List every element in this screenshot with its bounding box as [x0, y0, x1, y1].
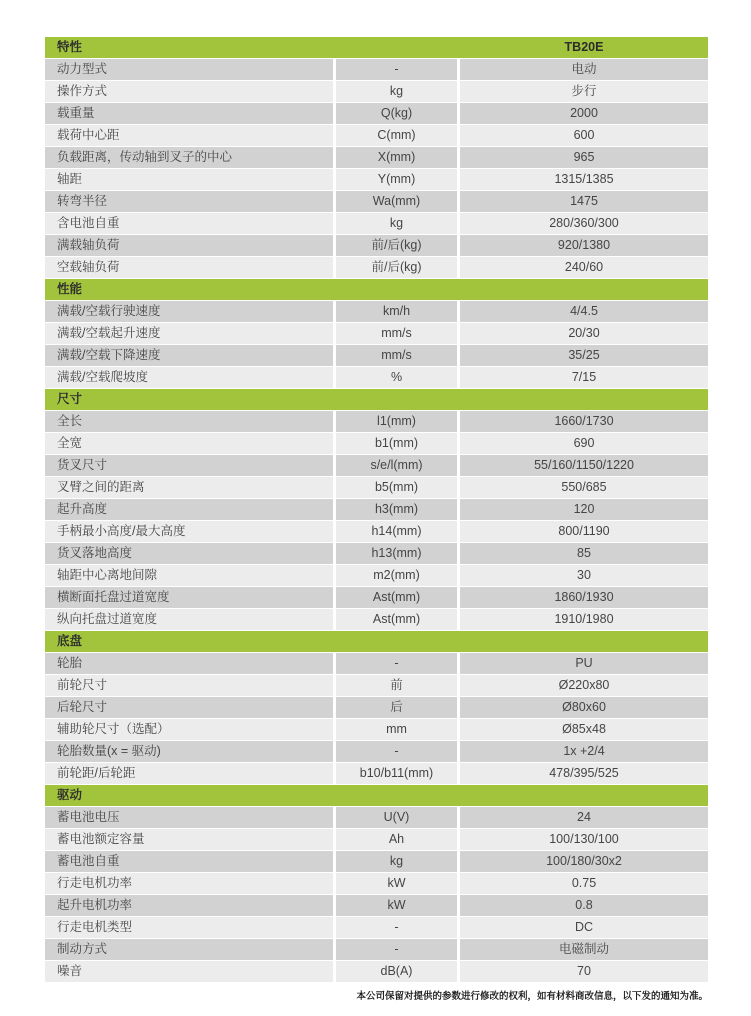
spec-unit-cell: X(mm)	[336, 147, 457, 168]
spec-value-cell: 240/60	[460, 257, 708, 278]
spec-label-cell: 载重量	[45, 103, 333, 124]
spec-value-cell: 35/25	[460, 345, 708, 366]
spec-label-cell: 蓄电池电压	[45, 807, 333, 828]
spec-unit-cell: mm	[336, 719, 457, 740]
spec-value-cell: 24	[460, 807, 708, 828]
spec-value-cell: 1475	[460, 191, 708, 212]
spec-value-cell: 0.8	[460, 895, 708, 916]
spec-value-cell: PU	[460, 653, 708, 674]
spec-label-cell: 蓄电池额定容量	[45, 829, 333, 850]
spec-label-cell: 制动方式	[45, 939, 333, 960]
spec-unit-cell: -	[336, 939, 457, 960]
table-row	[45, 213, 708, 234]
spec-value-cell: 0.75	[460, 873, 708, 894]
table-row	[45, 169, 708, 190]
spec-value-cell: 4/4.5	[460, 301, 708, 322]
spec-value-cell: 600	[460, 125, 708, 146]
spec-unit-cell: s/e/l(mm)	[336, 455, 457, 476]
spec-label-cell: 转弯半径	[45, 191, 333, 212]
table-row	[45, 741, 708, 762]
spec-label-cell: 轮胎数量(x = 驱动)	[45, 741, 333, 762]
table-row	[45, 191, 708, 212]
spec-value-cell: Ø80x60	[460, 697, 708, 718]
header-feature-label: 特性	[57, 40, 83, 54]
spec-label-cell: 空载轴负荷	[45, 257, 333, 278]
spec-value-cell: 965	[460, 147, 708, 168]
spec-unit-cell: -	[336, 741, 457, 762]
spec-label-cell: 负载距离，传动轴到叉子的中心	[45, 147, 333, 168]
spec-value-cell: 120	[460, 499, 708, 520]
spec-label-cell: 起升电机功率	[45, 895, 333, 916]
spec-unit-cell: h3(mm)	[336, 499, 457, 520]
spec-value-cell: 1660/1730	[460, 411, 708, 432]
spec-label-cell: 全长	[45, 411, 333, 432]
spec-value-cell: Ø220x80	[460, 675, 708, 696]
spec-value-cell: 70	[460, 961, 708, 982]
section-header: 尺寸	[45, 389, 708, 410]
spec-label-cell: 叉臂之间的距离	[45, 477, 333, 498]
spec-unit-cell: h13(mm)	[336, 543, 457, 564]
table-row	[45, 367, 708, 388]
spec-value-cell: 30	[460, 565, 708, 586]
spec-unit-cell: kg	[336, 213, 457, 234]
table-row	[45, 455, 708, 476]
spec-unit-cell: b1(mm)	[336, 433, 457, 454]
spec-label-cell: 噪音	[45, 961, 333, 982]
spec-value-cell: DC	[460, 917, 708, 938]
spec-label-cell: 满载/空载行驶速度	[45, 301, 333, 322]
spec-value-cell: 85	[460, 543, 708, 564]
table-row	[45, 653, 708, 674]
spec-label-cell: 前轮距/后轮距	[45, 763, 333, 784]
spec-unit-cell: kg	[336, 851, 457, 872]
table-row	[45, 521, 708, 542]
table-row	[45, 411, 708, 432]
table-row	[45, 81, 708, 102]
table-row	[45, 103, 708, 124]
table-row	[45, 851, 708, 872]
spec-unit-cell: -	[336, 653, 457, 674]
spec-value-cell: 100/130/100	[460, 829, 708, 850]
spec-unit-cell: -	[336, 59, 457, 80]
table-row	[45, 565, 708, 586]
section-header: 性能	[45, 279, 708, 300]
table-row	[45, 499, 708, 520]
spec-label-cell: 手柄最小高度/最大高度	[45, 521, 333, 542]
spec-unit-cell: Wa(mm)	[336, 191, 457, 212]
table-body	[45, 59, 708, 982]
spec-value-cell: 2000	[460, 103, 708, 124]
spec-unit-cell: Ah	[336, 829, 457, 850]
spec-label-cell: 货叉落地高度	[45, 543, 333, 564]
spec-value-cell: 步行	[460, 81, 708, 102]
table-row	[45, 301, 708, 322]
spec-unit-cell: U(V)	[336, 807, 457, 828]
table-row	[45, 939, 708, 960]
spec-value-cell: 电动	[460, 59, 708, 80]
table-row	[45, 147, 708, 168]
table-row	[45, 675, 708, 696]
table-header-row	[45, 37, 708, 58]
table-row	[45, 873, 708, 894]
spec-unit-cell: 前/后(kg)	[336, 235, 457, 256]
spec-unit-cell: 后	[336, 697, 457, 718]
table-row	[45, 477, 708, 498]
spec-label-cell: 轴距中心离地间隙	[45, 565, 333, 586]
spec-value-cell: 20/30	[460, 323, 708, 344]
spec-unit-cell: m2(mm)	[336, 565, 457, 586]
spec-value-cell: 280/360/300	[460, 213, 708, 234]
section-header: 驱动	[45, 785, 708, 806]
spec-label-cell: 载荷中心距	[45, 125, 333, 146]
spec-value-cell: 1860/1930	[460, 587, 708, 608]
table-row	[45, 323, 708, 344]
spec-unit-cell: 前/后(kg)	[336, 257, 457, 278]
table-row	[45, 697, 708, 718]
spec-label-cell: 纵向托盘过道宽度	[45, 609, 333, 630]
header-model-label: TB20E	[564, 40, 604, 54]
spec-value-cell: 550/685	[460, 477, 708, 498]
spec-unit-cell: kW	[336, 895, 457, 916]
spec-label-cell: 轴距	[45, 169, 333, 190]
spec-unit-cell: dB(A)	[336, 961, 457, 982]
spec-label-cell: 满载轴负荷	[45, 235, 333, 256]
table-row	[45, 587, 708, 608]
spec-unit-cell: Q(kg)	[336, 103, 457, 124]
spec-value-cell: 7/15	[460, 367, 708, 388]
spec-label-cell: 前轮尺寸	[45, 675, 333, 696]
spec-label-cell: 满载/空载下降速度	[45, 345, 333, 366]
spec-value-cell: 920/1380	[460, 235, 708, 256]
spec-value-cell: Ø85x48	[460, 719, 708, 740]
table-row	[45, 433, 708, 454]
spec-label-cell: 操作方式	[45, 81, 333, 102]
spec-unit-cell: h14(mm)	[336, 521, 457, 542]
table-row	[45, 609, 708, 630]
table-row	[45, 807, 708, 828]
table-row	[45, 345, 708, 366]
spec-label-cell: 含电池自重	[45, 213, 333, 234]
spec-value-cell: 478/395/525	[460, 763, 708, 784]
spec-unit-cell: b10/b11(mm)	[336, 763, 457, 784]
spec-value-cell: 1x +2/4	[460, 741, 708, 762]
spec-value-cell: 100/180/30x2	[460, 851, 708, 872]
spec-label-cell: 蓄电池自重	[45, 851, 333, 872]
table-row	[45, 917, 708, 938]
spec-label-cell: 动力型式	[45, 59, 333, 80]
spec-label-cell: 轮胎	[45, 653, 333, 674]
spec-label-cell: 后轮尺寸	[45, 697, 333, 718]
table-row	[45, 719, 708, 740]
spec-unit-cell: kg	[336, 81, 457, 102]
spec-label-cell: 全宽	[45, 433, 333, 454]
spec-value-cell: 690	[460, 433, 708, 454]
spec-unit-cell: b5(mm)	[336, 477, 457, 498]
spec-table	[45, 37, 708, 983]
spec-value-cell: 1910/1980	[460, 609, 708, 630]
spec-label-cell: 辅助轮尺寸（选配）	[45, 719, 333, 740]
header-unit-cell	[336, 37, 457, 58]
spec-unit-cell: l1(mm)	[336, 411, 457, 432]
spec-unit-cell: Ast(mm)	[336, 609, 457, 630]
spec-value-cell: 电磁制动	[460, 939, 708, 960]
table-row	[45, 543, 708, 564]
spec-unit-cell: %	[336, 367, 457, 388]
spec-unit-cell: -	[336, 917, 457, 938]
table-row	[45, 125, 708, 146]
table-row	[45, 961, 708, 982]
section-header: 底盘	[45, 631, 708, 652]
table-row	[45, 59, 708, 80]
spec-unit-cell: mm/s	[336, 345, 457, 366]
spec-value-cell: 800/1190	[460, 521, 708, 542]
table-row	[45, 257, 708, 278]
spec-unit-cell: 前	[336, 675, 457, 696]
spec-unit-cell: Y(mm)	[336, 169, 457, 190]
spec-label-cell: 行走电机类型	[45, 917, 333, 938]
spec-label-cell: 起升高度	[45, 499, 333, 520]
spec-unit-cell: Ast(mm)	[336, 587, 457, 608]
spec-unit-cell: kW	[336, 873, 457, 894]
spec-unit-cell: C(mm)	[336, 125, 457, 146]
table-row	[45, 829, 708, 850]
table-row	[45, 235, 708, 256]
spec-label-cell: 满载/空载起升速度	[45, 323, 333, 344]
spec-unit-cell: km/h	[336, 301, 457, 322]
table-row	[45, 895, 708, 916]
spec-value-cell: 1315/1385	[460, 169, 708, 190]
spec-label-cell: 满载/空载爬坡度	[45, 367, 333, 388]
spec-unit-cell: mm/s	[336, 323, 457, 344]
table-row	[45, 763, 708, 784]
spec-label-cell: 货叉尺寸	[45, 455, 333, 476]
spec-label-cell: 行走电机功率	[45, 873, 333, 894]
footer-disclaimer: 本公司保留对提供的参数进行修改的权利，如有材料商改信息，以下发的通知为准。	[356, 991, 708, 1002]
spec-label-cell: 横断面托盘过道宽度	[45, 587, 333, 608]
spec-value-cell: 55/160/1150/1220	[460, 455, 708, 476]
